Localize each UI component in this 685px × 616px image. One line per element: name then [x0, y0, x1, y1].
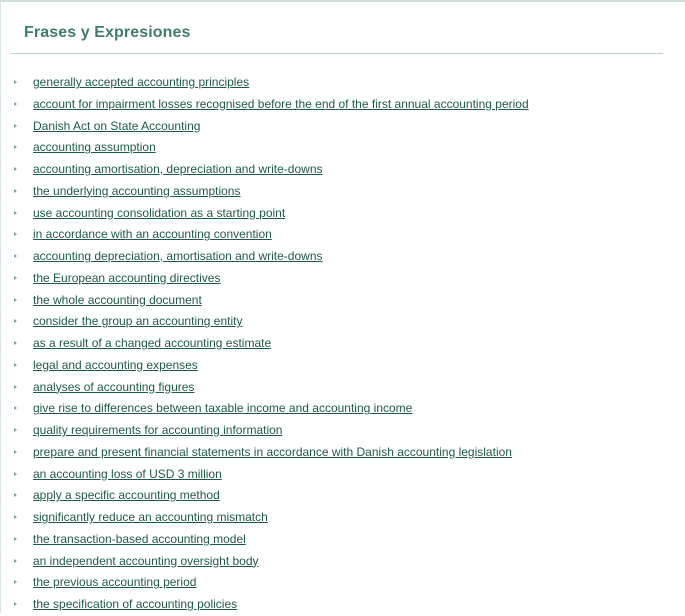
- phrase-link[interactable]: quality requirements for accounting information: [33, 423, 283, 437]
- phrase-link[interactable]: an accounting loss of USD 3 million: [33, 466, 222, 481]
- triangle-right-bullet-icon: [14, 145, 17, 149]
- triangle-right-bullet-icon: [14, 428, 17, 432]
- triangle-right-bullet-icon: [14, 472, 17, 476]
- triangle-right-bullet-icon: [14, 80, 17, 84]
- phrase-link[interactable]: the underlying accounting assumptions: [33, 183, 241, 198]
- title-divider: [11, 53, 663, 54]
- phrase-link[interactable]: an independent accounting oversight body: [33, 553, 259, 568]
- triangle-right-bullet-icon: [14, 602, 17, 606]
- phrase-link[interactable]: the specification of accounting policies: [33, 597, 238, 611]
- triangle-right-bullet-icon: [14, 559, 17, 563]
- phrase-link[interactable]: generally accepted accounting principles: [33, 75, 250, 89]
- triangle-right-bullet-icon: [14, 341, 17, 345]
- phrase-link[interactable]: in accordance with an accounting convention: [33, 227, 272, 242]
- phrase-link[interactable]: prepare and present financial statements in accordance with Danish accounting legislation: [33, 444, 512, 459]
- triangle-right-bullet-icon: [14, 363, 17, 367]
- phrase-link[interactable]: apply a specific accounting method: [33, 488, 220, 503]
- phrase-link[interactable]: use accounting consolidation as a starting point: [33, 205, 286, 220]
- triangle-right-bullet-icon: [14, 102, 17, 106]
- triangle-right-bullet-icon: [14, 276, 17, 280]
- triangle-right-bullet-icon: [14, 515, 17, 519]
- triangle-right-bullet-icon: [14, 450, 17, 454]
- triangle-right-bullet-icon: [14, 319, 17, 323]
- phrase-link[interactable]: the whole accounting document: [33, 292, 202, 307]
- phrase-link[interactable]: Danish Act on State Accounting: [33, 118, 201, 133]
- triangle-right-bullet-icon: [14, 493, 17, 497]
- triangle-right-bullet-icon: [14, 385, 17, 389]
- triangle-right-bullet-icon: [14, 254, 17, 258]
- phrase-link[interactable]: analyses of accounting figures: [33, 379, 195, 394]
- phrase-link[interactable]: account for impairment losses recognised before the end of the first annual accounting period: [33, 96, 529, 111]
- triangle-right-bullet-icon: [14, 211, 17, 215]
- phrase-link[interactable]: consider the group an accounting entity: [33, 314, 243, 329]
- triangle-right-bullet-icon: [14, 189, 17, 193]
- phrases-panel: [0, 2, 685, 613]
- phrase-link[interactable]: accounting amortisation, depreciation and write-downs: [33, 162, 323, 176]
- phrase-link[interactable]: legal and accounting expenses: [33, 357, 198, 372]
- section-title: Frases y Expresiones: [24, 24, 191, 41]
- phrase-link[interactable]: accounting assumption: [33, 140, 156, 155]
- phrase-link[interactable]: the previous accounting period: [33, 575, 197, 590]
- phrase-link[interactable]: as a result of a changed accounting estimate: [33, 336, 272, 350]
- phrase-link[interactable]: the European accounting directives: [33, 270, 221, 285]
- phrase-link[interactable]: accounting depreciation, amortisation and write-downs: [33, 249, 323, 263]
- triangle-right-bullet-icon: [14, 232, 17, 236]
- phrase-link[interactable]: give rise to differences between taxable income and accounting income: [33, 401, 413, 416]
- triangle-right-bullet-icon: [14, 124, 17, 128]
- triangle-right-bullet-icon: [14, 580, 17, 584]
- triangle-right-bullet-icon: [14, 406, 17, 410]
- triangle-right-bullet-icon: [14, 298, 17, 302]
- triangle-right-bullet-icon: [14, 537, 17, 541]
- triangle-right-bullet-icon: [14, 167, 17, 171]
- phrase-link[interactable]: the transaction-based accounting model: [33, 531, 246, 546]
- phrase-link[interactable]: significantly reduce an accounting mismatch: [33, 510, 268, 524]
